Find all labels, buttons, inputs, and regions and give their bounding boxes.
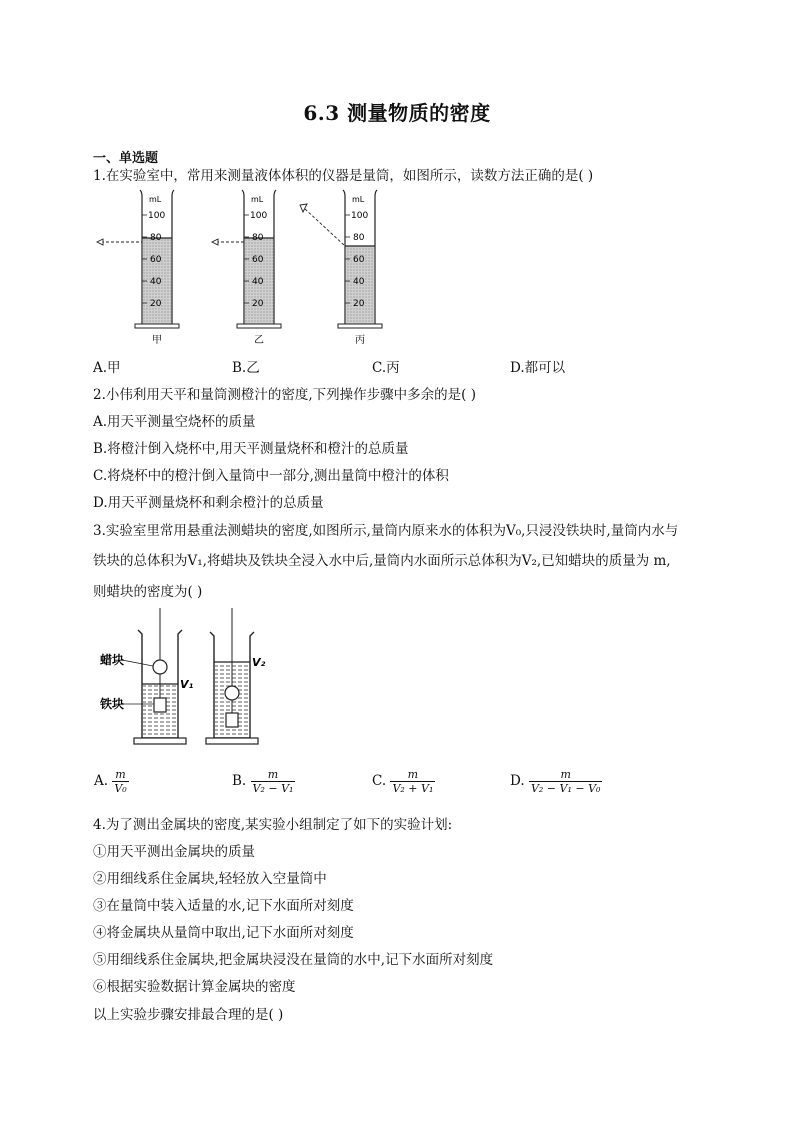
wax-block	[225, 686, 239, 700]
svg-text:100: 100	[250, 211, 268, 221]
v2-label: V₂	[252, 656, 266, 669]
svg-text:60: 60	[150, 255, 162, 265]
q3-figure-sinker	[100, 608, 290, 758]
q4-step-4: ④将金属块从量筒中取出,记下水面所对刻度	[93, 925, 354, 941]
svg-text:20: 20	[150, 299, 162, 309]
q3-option-d[interactable]: D. $\frac{m}{\text{V₂ − V₁ − V₀}}$	[510, 768, 601, 795]
svg-text:mL: mL	[251, 195, 264, 204]
svg-text:mL: mL	[352, 195, 365, 204]
cylinder-v1	[100, 608, 194, 744]
unit-label: mL	[149, 195, 162, 204]
q2-option-b[interactable]: B.将橙汁倒入烧杯中,用天平测量烧杯和橙汁的总质量	[93, 441, 409, 457]
q4-question: 以上实验步骤安排最合理的是( )	[93, 1007, 284, 1023]
q4-step-1: ①用天平测出金属块的质量	[93, 844, 255, 860]
q3-stem-line3: 则蜡块的密度为( )	[93, 584, 203, 600]
cylinder-bing	[300, 190, 382, 346]
eye-icon	[97, 239, 103, 245]
q3-option-a[interactable]: A. $\frac{m}{\text{V₀}}$	[94, 768, 127, 795]
q3-stem-line1: 3.实验室里常用悬重法测蜡块的密度,如图所示,量筒内原来水的体积为V₀,只浸没铁块时,量筒内水与	[93, 523, 679, 539]
q1-option-b[interactable]: B.乙	[232, 360, 260, 376]
svg-text:60: 60	[252, 255, 264, 265]
q1-option-d[interactable]: D.都可以	[510, 360, 566, 376]
eye-icon	[212, 239, 218, 245]
svg-text:丙: 丙	[355, 335, 365, 346]
q1-figure-cylinders	[95, 188, 395, 348]
svg-text:40: 40	[252, 277, 264, 287]
svg-text:60: 60	[353, 255, 365, 265]
svg-text:100: 100	[351, 211, 369, 221]
q4-stem: 4.为了测出金属块的密度,某实验小组制定了如下的实验计划:	[93, 817, 453, 833]
svg-text:20: 20	[252, 299, 264, 309]
q4-step-3: ③在量筒中装入适量的水,记下水面所对刻度	[93, 898, 354, 914]
q2-option-d[interactable]: D.用天平测量烧杯和剩余橙汁的总质量	[93, 495, 324, 511]
svg-text:40: 40	[150, 277, 162, 287]
cylinder-jia	[97, 190, 179, 346]
eye-icon	[300, 204, 307, 212]
svg-text:100: 100	[148, 211, 166, 221]
q3-option-b[interactable]: B. $\frac{m}{\text{V₂ − V₁}}$	[232, 768, 294, 795]
svg-text:乙: 乙	[254, 335, 264, 346]
q4-step-5: ⑤用细线系住金属块,把金属块浸没在量筒的水中,记下水面所对刻度	[93, 952, 494, 968]
page-title: 6.3 测量物质的密度	[303, 101, 491, 125]
q1-option-a[interactable]: A.甲	[93, 360, 121, 376]
svg-text:40: 40	[353, 277, 365, 287]
wax-label: 蜡块	[100, 653, 125, 667]
q1-option-c[interactable]: C.丙	[372, 360, 400, 376]
q2-option-a[interactable]: A.用天平测量空烧杯的质量	[93, 414, 256, 430]
q1-stem: 1.在实验室中，常用来测量液体体积的仪器是量筒，如图所示，读数方法正确的是( )	[93, 168, 594, 184]
svg-text:80: 80	[150, 233, 162, 243]
svg-text:甲: 甲	[152, 335, 162, 346]
wax-block	[153, 660, 167, 674]
q2-option-c[interactable]: C.将烧杯中的橙汁倒入量筒中一部分,测出量筒中橙汁的体积	[93, 468, 449, 484]
svg-text:20: 20	[353, 299, 365, 309]
q2-stem: 2.小伟利用天平和量筒测橙汁的密度,下列操作步骤中多余的是( )	[93, 387, 476, 403]
q4-step-6: ⑥根据实验数据计算金属块的密度	[93, 979, 296, 995]
iron-label: 铁块	[100, 697, 125, 711]
q3-option-c[interactable]: C. $\frac{m}{\text{V₂ + V₁}}$	[372, 768, 434, 795]
cylinder-yi	[212, 190, 281, 346]
svg-text:80: 80	[252, 233, 264, 243]
cylinder-v2	[206, 608, 266, 744]
svg-text:80: 80	[353, 233, 365, 243]
iron-block	[226, 713, 238, 727]
iron-block	[154, 698, 166, 712]
section-heading: 一、单选题	[93, 151, 159, 166]
q3-stem-line2: 铁块的总体积为V₁,将蜡块及铁块全浸入水中后,量筒内水面所示总体积为V₂,已知蜡块的质量为 m,	[93, 553, 671, 569]
v1-label: V₁	[180, 678, 194, 691]
q4-step-2: ②用细线系住金属块,轻轻放入空量筒中	[93, 871, 327, 887]
